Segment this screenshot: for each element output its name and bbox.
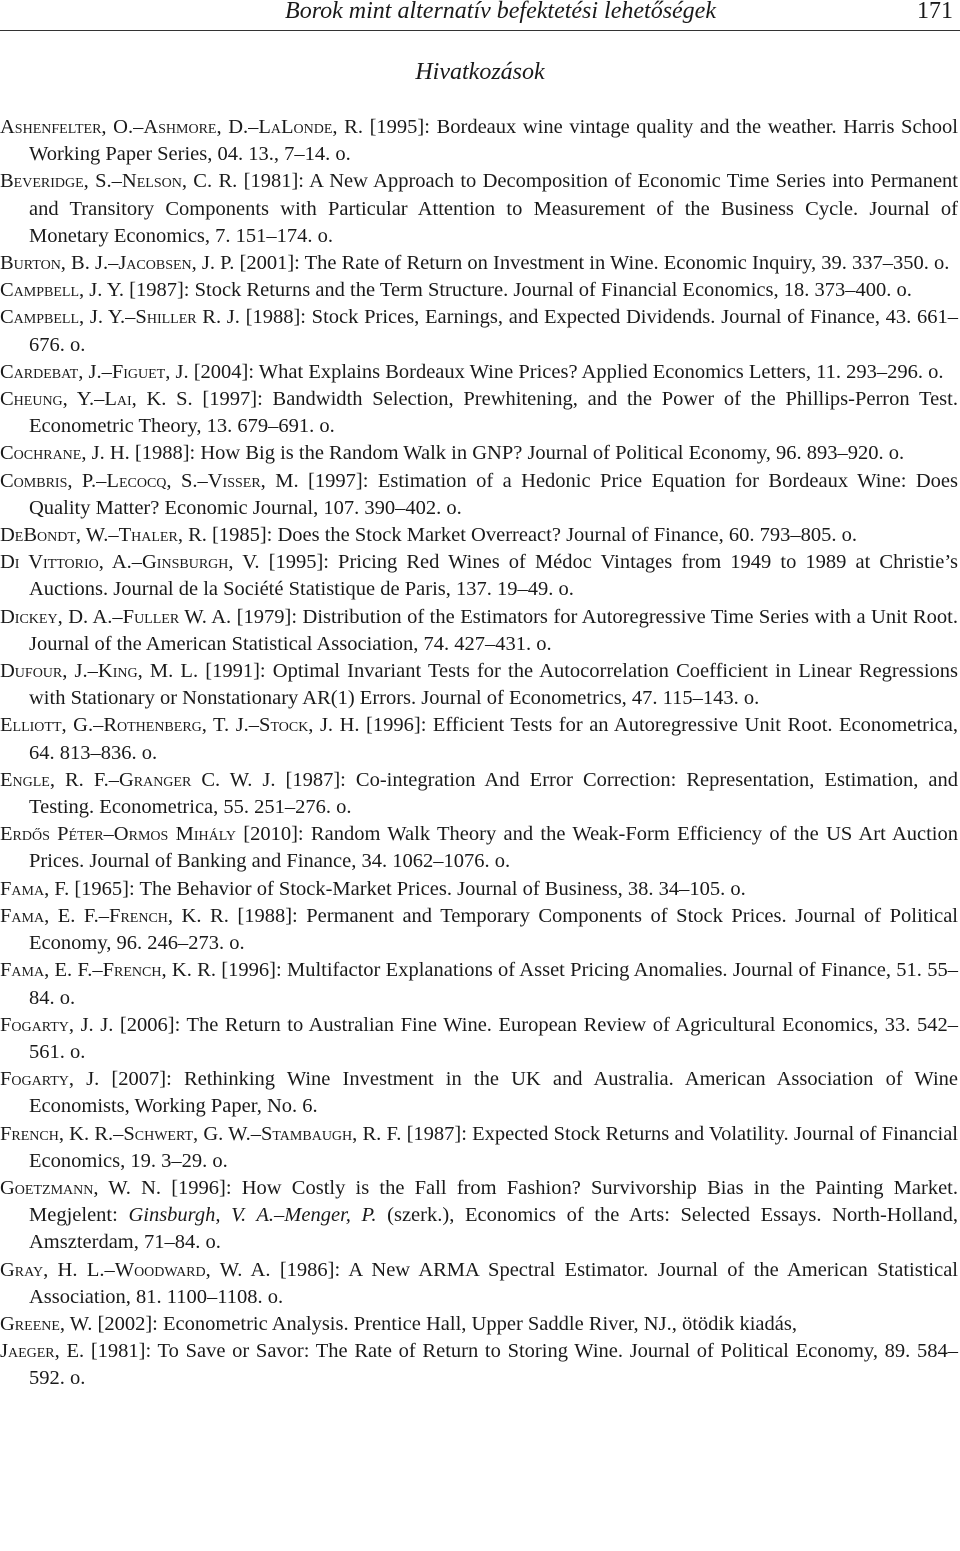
reference-details: [1986]: A New ARMA Spectral Estimator. Journal of the American Statistical Association, 81. 1100–1108. o.: [29, 1258, 958, 1308]
reference-authors: Dufour, J.–King, M. L.: [0, 660, 199, 683]
reference-item: [0, 304, 958, 358]
reference-authors: Burton, B. J.–Jacobsen, J. P.: [0, 252, 235, 275]
running-head: [0, 0, 960, 24]
reference-details: [1991]: Optimal Invariant Tests for the Autocorrelation Coefficient in Linear Regressions with Stationary or Nonstationary AR(1) Errors. Journal of Econometrics, 47. 115–143. o.: [29, 660, 958, 710]
reference-details: [2002]: Econometric Analysis. Prentice Hall, Upper Saddle River, NJ., ötödik kiadás,: [92, 1312, 797, 1335]
reference-authors: Engle, R. F.–Granger C. W. J.: [0, 768, 276, 791]
reference-details: [2006]: The Return to Australian Fine Wine. European Review of Agricultural Economics, 33. 542–561. o.: [29, 1013, 958, 1063]
reference-item: [0, 1066, 958, 1120]
reference-authors: Di Vittorio, A.–Ginsburgh, V.: [0, 551, 260, 574]
page-number: 171: [917, 0, 953, 24]
reference-item: [0, 168, 958, 250]
reference-item: [0, 767, 958, 821]
reference-item: [0, 440, 958, 467]
reference-item: [0, 1175, 958, 1257]
reference-details-continued: (szerk.), Economics of the Arts: Selected Essays. North-Holland, Amszterdam, 71–84. o.: [29, 1204, 958, 1254]
reference-authors: Fogarty, J. J.: [0, 1013, 114, 1036]
reference-details: [2001]: The Rate of Return on Investment in Wine. Economic Inquiry, 39. 337–350. o.: [234, 252, 950, 275]
reference-authors: Fama, F.: [0, 877, 70, 900]
reference-authors: Campbell, J. Y.: [0, 279, 125, 302]
reference-editors: Ginsburgh, V. A.–Menger, P.: [128, 1204, 377, 1227]
reference-details: [1979]: Distribution of the Estimators for Autoregressive Time Series with a Unit Root. Journal of the American Statistical Association, 74. 427–431. o.: [29, 605, 958, 655]
reference-details: [1965]: The Behavior of Stock-Market Prices. Journal of Business, 38. 34–105. o.: [69, 877, 746, 900]
reference-authors: Elliott, G.–Rothenberg, T. J.–Stock, J. H.: [0, 714, 360, 737]
reference-item: [0, 1121, 958, 1175]
reference-item: [0, 522, 958, 549]
reference-authors: Greene, W.: [0, 1312, 93, 1335]
reference-authors: Fama, E. F.–French, K. R.: [0, 904, 229, 927]
header-rule: [0, 30, 960, 31]
reference-item: [0, 821, 958, 875]
reference-item: [0, 468, 958, 522]
reference-details: [1995]: Pricing Red Wines of Médoc Vintages from 1949 to 1989 at Christie’s Auctions. Journal de la Société Statistique de Paris, 137. 19–49. o.: [29, 551, 959, 601]
reference-details: [1988]: Permanent and Temporary Components of Stock Prices. Journal of Political Economy, 96. 246–273. o.: [29, 904, 958, 955]
reference-details: [2007]: Rethinking Wine Investment in the UK and Australia. American Association of Wine Economists, Working Paper, No. 6.: [29, 1068, 958, 1118]
reference-authors: Cardebat, J.–Figuet, J.: [0, 360, 189, 383]
reference-authors: Gray, H. L.–Woodward, W. A.: [0, 1258, 271, 1281]
reference-item: [0, 359, 958, 386]
reference-authors: Goetzmann, W. N.: [0, 1176, 162, 1199]
reference-details: [1985]: Does the Stock Market Overreact? Journal of Finance, 60. 793–805. o.: [206, 524, 858, 547]
reference-details: [1997]: Estimation of a Hedonic Price Equation for Bordeaux Wine: Does Quality Matter? Economic Journal, 107. 390–402. o.: [29, 469, 959, 519]
reference-item: [0, 114, 958, 168]
reference-details: [1987]: Stock Returns and the Term Structure. Journal of Financial Economics, 18. 373–400. o.: [124, 279, 912, 302]
reference-item: [0, 903, 958, 957]
reference-item: [0, 1257, 958, 1311]
reference-authors: Erdős Péter–Ormos Mihály: [0, 823, 236, 846]
reference-details: [1995]: Bordeaux wine vintage quality and the weather. Harris School Working Paper Series, 04. 13., 7–14. o.: [29, 116, 958, 166]
reference-item: [0, 1311, 958, 1338]
reference-authors: DeBondt, W.–Thaler, R.: [0, 524, 207, 547]
section-title: Hivatkozások: [415, 59, 545, 85]
reference-details: [1996]: Multifactor Explanations of Asset Pricing Anomalies. Journal of Finance, 51. 55–84. o.: [29, 959, 958, 1009]
reference-authors: Campbell, J. Y.–Shiller R. J.: [0, 306, 240, 329]
reference-item: [0, 957, 958, 1011]
reference-details: [1987]: Co-integration And Error Correction: Representation, Estimation, and Testing. Econometrica, 55. 251–276. o.: [29, 768, 959, 819]
reference-details: [1997]: Bandwidth Selection, Prewhitening, and the Power of the Phillips-Perron Test. Econometric Theory, 13. 679–691. o.: [29, 388, 958, 438]
reference-details: [2010]: Random Walk Theory and the Weak-Form Efficiency of the US Art Auction Prices. Journal of Banking and Finance, 34. 1062–1076. o.: [29, 823, 958, 873]
reference-item: [0, 876, 958, 903]
reference-details: [1996]: How Costly is the Fall from Fashion? Survivorship Bias in the Painting Market. Megjelent:: [29, 1176, 958, 1227]
reference-item: [0, 386, 958, 440]
reference-list: [0, 114, 958, 1393]
reference-authors: Fama, E. F.–French, K. R.: [0, 959, 216, 982]
reference-item: [0, 250, 958, 277]
reference-item: [0, 658, 958, 712]
reference-authors: Combris, P.–Lecocq, S.–Visser, M.: [0, 469, 299, 492]
reference-item: [0, 1338, 958, 1392]
reference-authors: French, K. R.–Schwert, G. W.–Stambaugh, R. F.: [0, 1122, 402, 1145]
reference-details: [1981]: To Save or Savor: The Rate of Return to Storing Wine. Journal of Political Economy, 89. 584–592. o.: [29, 1340, 958, 1390]
reference-authors: Beveridge, S.–Nelson, C. R.: [0, 170, 238, 193]
reference-authors: Fogarty, J.: [0, 1068, 100, 1091]
reference-details: [1988]: How Big is the Random Walk in GNP? Journal of Political Economy, 96. 893–920. o.: [129, 442, 905, 465]
reference-item: [0, 712, 958, 766]
reference-authors: Cochrane, J. H.: [0, 442, 130, 465]
reference-item: [0, 604, 958, 658]
reference-details: [1987]: Expected Stock Returns and Volatility. Journal of Financial Economics, 19. 3–29. o.: [29, 1122, 958, 1172]
reference-authors: Dickey, D. A.–Fuller W. A.: [0, 605, 232, 628]
reference-details: [1996]: Efficient Tests for an Autoregressive Unit Root. Econometrica, 64. 813–836. o.: [29, 714, 958, 764]
running-title: Borok mint alternatív befektetési lehetőségek: [285, 0, 716, 24]
reference-authors: Jaeger, E.: [0, 1340, 85, 1363]
reference-details: [1988]: Stock Prices, Earnings, and Expected Dividends. Journal of Finance, 43. 661–676. o.: [29, 306, 958, 356]
reference-details: [2004]: What Explains Bordeaux Wine Prices? Applied Economics Letters, 11. 293–296. o.: [188, 360, 944, 383]
reference-item: [0, 549, 958, 603]
reference-item: [0, 277, 958, 304]
reference-details: [1981]: A New Approach to Decomposition of Economic Time Series into Permanent and Transitory Components with Particular Attention to Measurement of the Business Cycle. Journal of Monetary Economics, 7. 151–174. o.: [29, 170, 958, 247]
reference-authors: Ashenfelter, O.–Ashmore, D.–LaLonde, R.: [0, 116, 363, 138]
reference-authors: Cheung, Y.–Lai, K. S.: [0, 388, 193, 411]
reference-item: [0, 1012, 958, 1066]
